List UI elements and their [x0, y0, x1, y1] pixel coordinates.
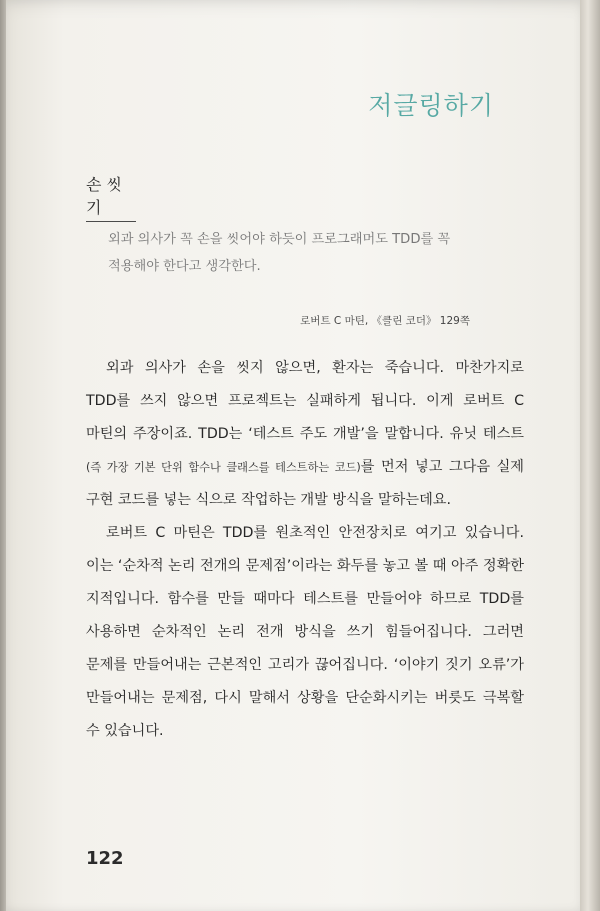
- book-page: [6, 0, 586, 911]
- epigraph-source: 로버트 C 마틴, 《클린 코더》 129쪽: [300, 315, 470, 327]
- paragraph-1-note: (즉 가장 기본 단위 함수나 클래스를 테스트하는 코드): [86, 461, 361, 474]
- chapter-title: 저글링하기: [368, 91, 494, 120]
- page-number: 122: [86, 848, 124, 869]
- paragraph-1-text-before: 외과 의사가 손을 씻지 않으면, 환자는 죽습니다. 마찬가지로 TDD를 쓰지 않으면 프로젝트는 실패하게 됩니다. 이게 로버트 C 마틴의 주장이죠. TDD는 ‘테스트 주도 개발’을 말합니다. 유닛 테스트: [86, 360, 524, 442]
- paragraph-2: 로버트 C 마틴은 TDD를 원초적인 안전장치로 여기고 있습니다. 이는 ‘순차적 논리 전개의 문제점’이라는 화두를 놓고 볼 때 아주 정확한 지적입니다. 함수를 만들 때마다 테스트를 만들어야 하므로 TDD를 사용하면 순차적인 논리 전개 방식을 쓰기 힘들어집니다. 그러면 문제를 만들어내는 근본적인 고리가 끊어집니다. ‘이야기 짓기 오류’가 만들어내는 문제점, 다시 말해서 상황을 단순화시키는 버릇도 극복할 수 있습니다.: [86, 525, 524, 739]
- paragraph-1-text-after: 를 먼저 넣고 그다음 실제 구현 코드를 넣는 식으로 작업하는 개발 방식을 말하는데요.: [86, 459, 525, 508]
- epigraph-quote: 외과 의사가 꼭 손을 씻어야 하듯이 프로그래머도 TDD를 꼭 적용해야 한다고 생각한다.: [108, 232, 451, 274]
- paragraph-1: [86, 352, 524, 517]
- body-text: [86, 352, 524, 748]
- page-right-edge: [580, 0, 600, 911]
- section-heading: 손 씻기: [86, 172, 136, 222]
